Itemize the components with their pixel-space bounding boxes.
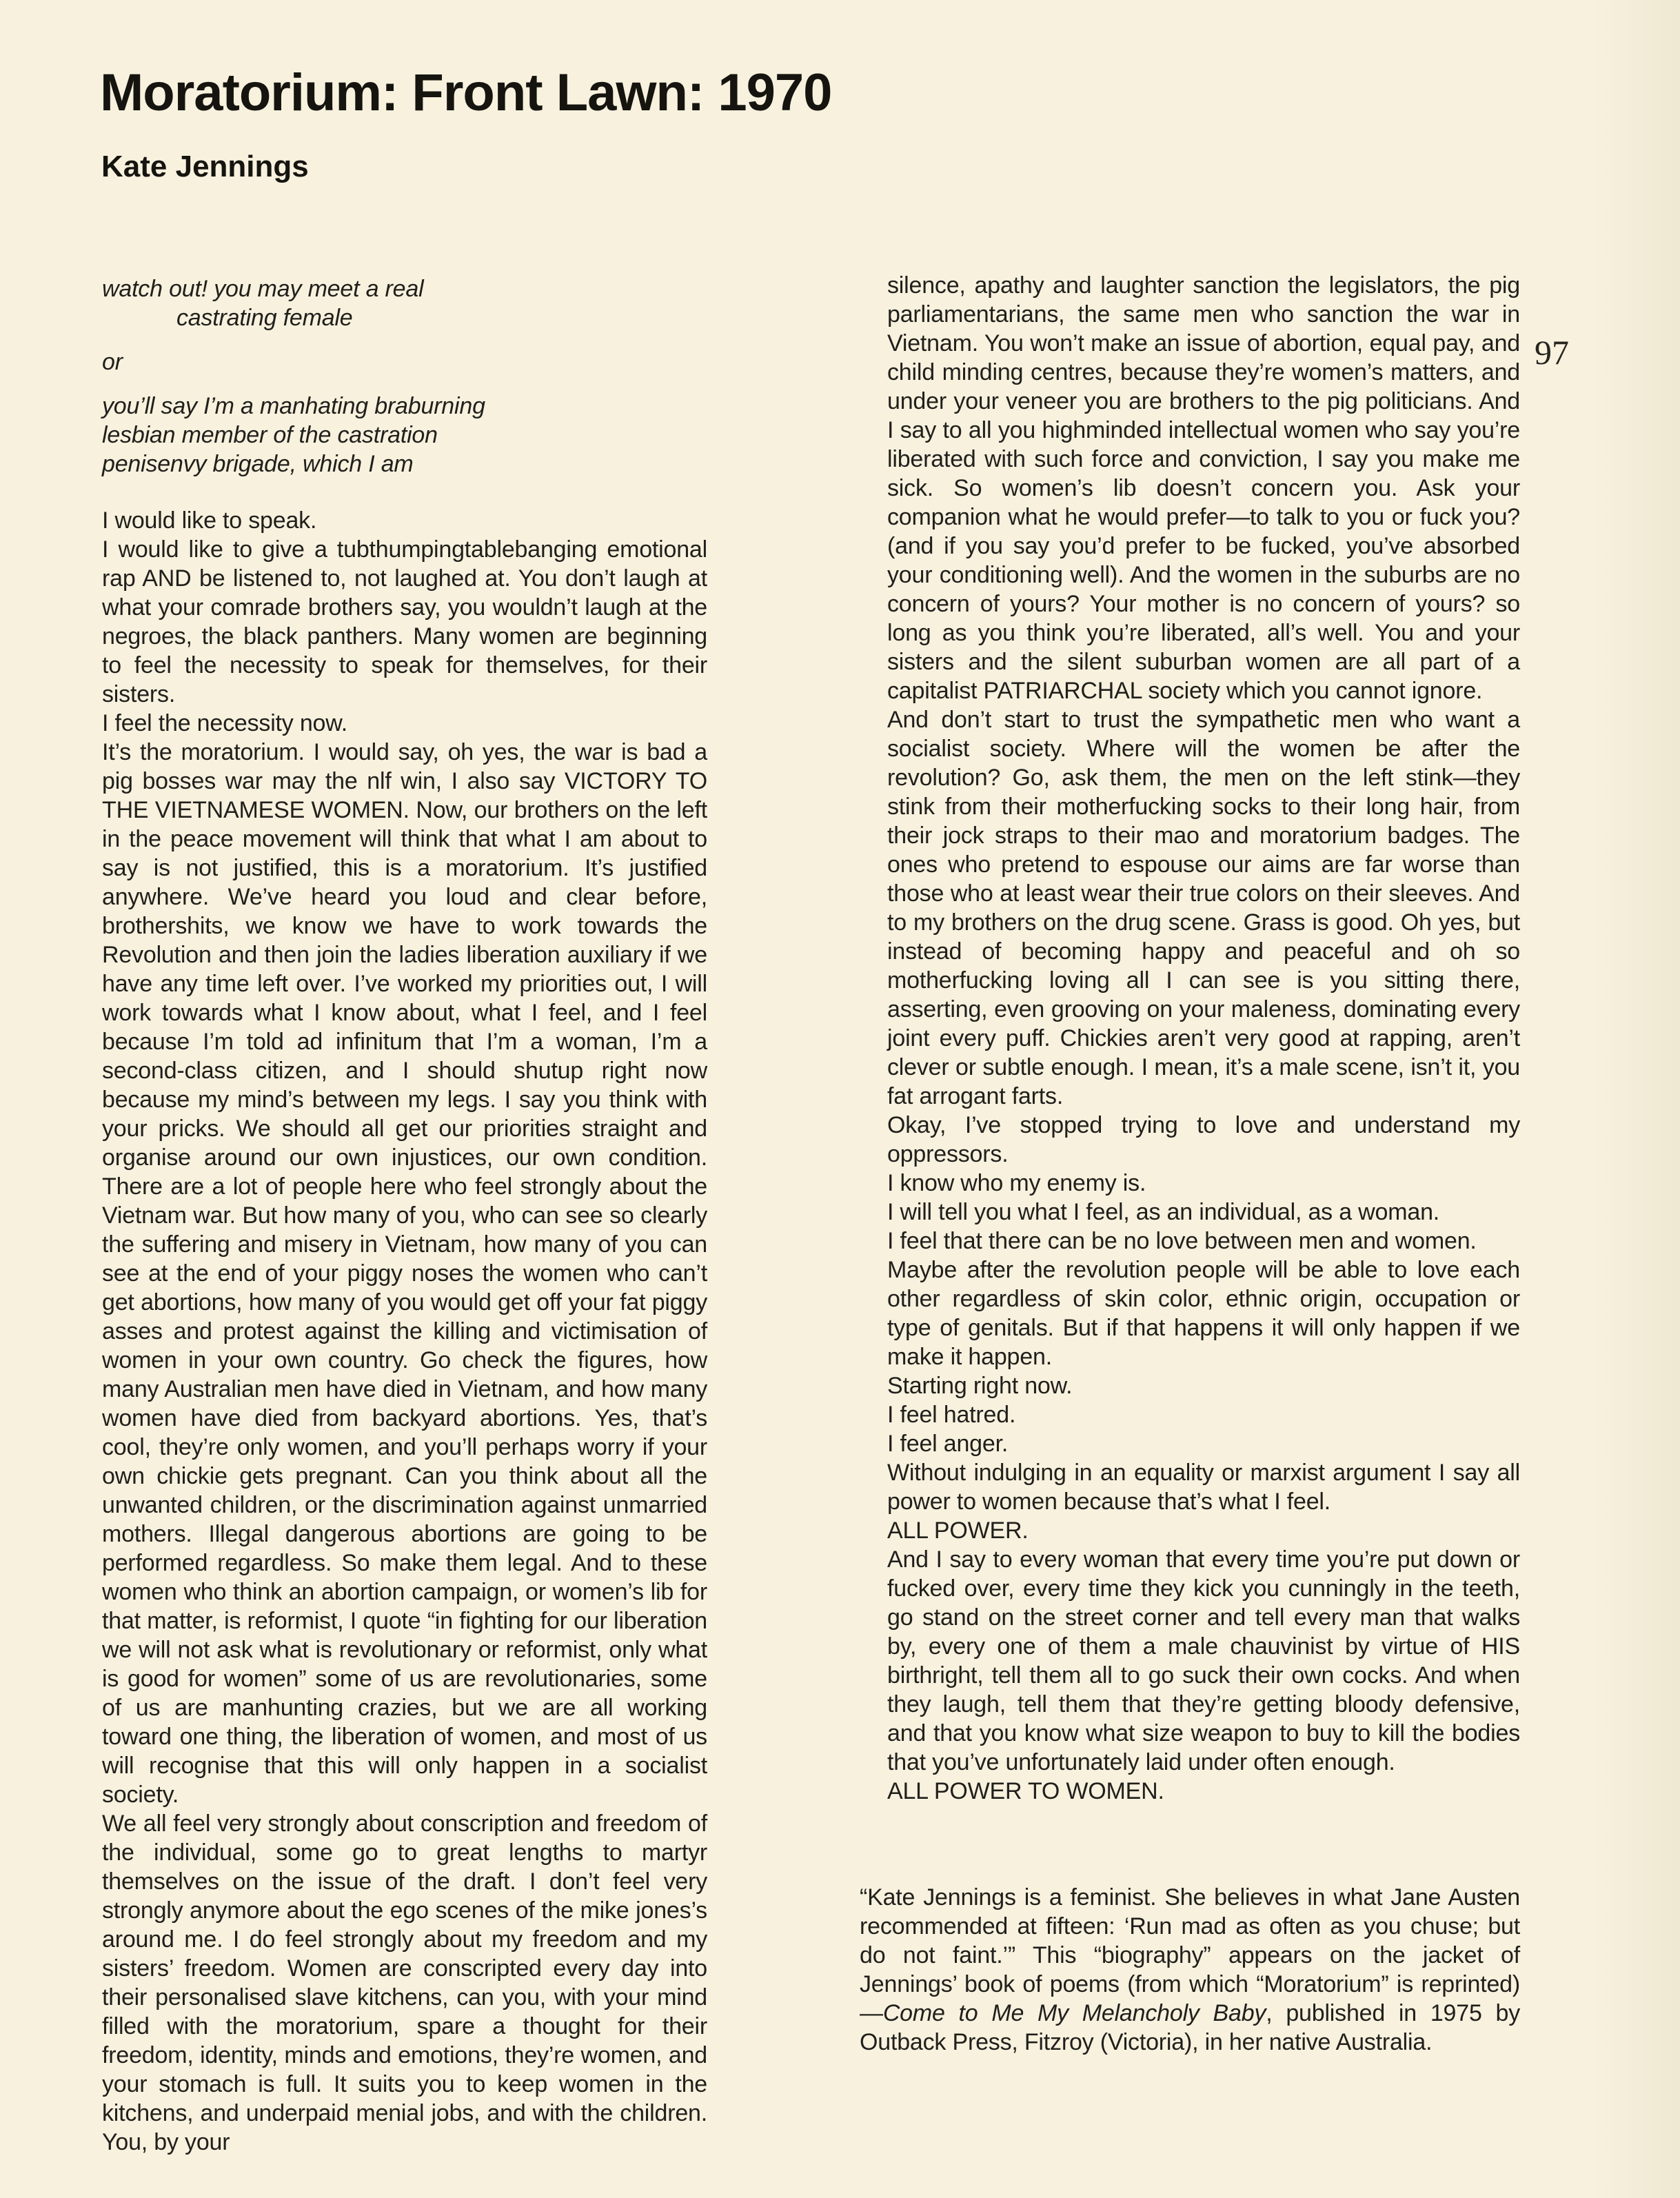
- paragraph: Okay, I’ve stopped trying to love and understand my oppressors.: [887, 1112, 1520, 1167]
- paragraph: ALL POWER TO WOMEN.: [887, 1778, 1164, 1804]
- paragraph: It’s the moratorium. I would say, oh yes, the war is bad a pig bosses war may the nlf win, I also say VICTORY TO THE VIETNAMESE WOMEN. Now, our brothers on the left in the peace movement will think that what I am about to say is not justified, this is a moratorium. It’s justified anywhere. We’ve heard you loud and clear before, brothershits, we know we have to work towards the Revolution and then join the ladies liberation auxiliary if we have any time left over. I’ve worked my priorities out, I will work towards what I know about, what I feel, and I feel because I’m told ad infinitum that I’m a woman, I’m a second-class citizen, and I should shutup right now because my mind’s between my legs. I say you think with your pricks. We should all get our priorities straight and organise around our own injustices, our own condition. There are a lot of people here who feel strongly about the Vietnam war. But how many of you, who can see so clearly the suffering and misery in Vietnam, how many of you can see at the end of your piggy noses the women who can’t get abortions, how many of you would get off your fat piggy asses and protest against the killing and victimisation of women in your own country. Go check the figures, how many Australian men have died in Vietnam, and how many women have died from backyard abortions. Yes, that’s cool, they’re only women, and you’ll perhaps worry if your own chickie gets pregnant. Can you think about all the unwanted children, or the discrimination against unmarried mothers. Illegal dangerous abortions are going to be performed regardless. So make them legal. And to these women who think an abortion campaign, or women’s lib for that matter, is reformist, I quote “in fighting for our liberation we will not ask what is revolutionary or reformist, only what is good for women” some of us are revolutionaries, some of us are manhunting crazies, but we are all working toward one thing, the liberation of women, and most of us will recognise that this will only happen in a socialist society.: [102, 739, 707, 1808]
- footnote: [860, 1883, 1520, 2057]
- left-column: [102, 274, 707, 2157]
- epigraph: [102, 274, 707, 478]
- epigraph-stanza-1: [102, 274, 707, 332]
- epigraph-line: penisenvy brigade, which I am: [102, 451, 414, 477]
- paragraph: I feel hatred.: [887, 1402, 1016, 1428]
- author-byline: Kate Jennings: [101, 149, 309, 183]
- paragraph: I would like to speak.: [102, 507, 317, 534]
- paragraph: silence, apathy and laughter sanction the legislators, the pig parliamentarians, the same men who sanction the war in Vietnam. You won’t make an issue of abortion, equal pay, and child minding centres, because they’re women’s matters, and under your veneer you are brothers to the pig politicians. And I say to all you highminded intellectual women who say you’re liberated with such force and conviction, I say you make me sick. So women’s lib doesn’t concern you. Ask your companion what he would prefer—to talk to you or fuck you? (and if you say you’d prefer to be fucked, you’ve absorbed your conditioning well). And the women in the suburbs are no concern of yours? Your mother is no concern of yours? so long as you think you’re liberated, all’s well. You and your sisters and the silent suburban women are all part of a capitalist PATRIARCHAL society which you cannot ignore.: [887, 272, 1520, 704]
- paragraph: I would like to give a tubthumpingtablebanging emotional rap AND be listened to, not laughed at. You don’t laugh at what your comrade brothers say, you wouldn’t laugh at the negroes, the black panthers. Many women are beginning to feel the necessity to speak for themselves, for their sisters.: [102, 536, 707, 707]
- paragraph: I will tell you what I feel, as an individual, as a woman.: [887, 1199, 1440, 1225]
- page-number: 97: [1535, 333, 1569, 372]
- paragraph: And I say to every woman that every time you’re put down or fucked over, every time they kick you cunningly in the teeth, go stand on the street corner and tell every man that walks by, every one of them a male chauvinist by virtue of HIS birthright, tell them all to go suck their own cocks. And when they laugh, tell them that they’re getting bloody defensive, and that you know what size weapon to buy to kill the bodies that you’ve unfortunately laid under often enough.: [887, 1546, 1520, 1775]
- footnote-book-title: Come to Me My Melancholy Baby: [882, 2000, 1266, 2026]
- epigraph-or: or: [102, 349, 123, 375]
- paragraph: I feel anger.: [887, 1431, 1009, 1457]
- left-column-body: [102, 506, 707, 2157]
- epigraph-line: you’ll say I’m a manhating braburning: [102, 393, 485, 419]
- paragraph: Starting right now.: [887, 1373, 1073, 1399]
- paragraph: Without indulging in an equality or marxist argument I say all power to women because that’s what I feel.: [887, 1460, 1520, 1515]
- paragraph: I know who my enemy is.: [887, 1170, 1146, 1196]
- paragraph: We all feel very strongly about conscription and freedom of the individual, some go to great lengths to martyr themselves on the issue of the draft. I don’t feel very strongly anymore about the ego scenes of the mike jones’s around me. I do feel strongly about my freedom and my sisters’ freedom. Women are conscripted every day into their personalised slave kitchens, can you, with your mind filled with the moratorium, spare a thought for their freedom, identity, minds and emotions, they’re women, and your stomach is full. It suits you to keep women in the kitchens, and underpaid menial jobs, and with the children. You, by your: [102, 1811, 707, 2155]
- epigraph-line-indented: castrating female: [176, 305, 353, 331]
- epigraph-line: lesbian member of the castration: [102, 422, 438, 448]
- footnote-text: , published in 1975 by Outback Press, Fitzroy (Victoria), in her native Australia.: [860, 2000, 1520, 2055]
- paragraph: I feel the necessity now.: [102, 710, 347, 736]
- paragraph: Maybe after the revolution people will be able to love each other regardless of skin color, ethnic origin, occupation or type of genitals. But if that happens it will only happen if we make it happen.: [887, 1257, 1520, 1370]
- footnote-text: “Kate Jennings is a feminist. She believes in what Jane Austen recommended at fifteen: ‘Run mad as often as you chuse; but do not faint.’” This “biography” appears on the jacket of Jennings’ book of poems (from which “Moratorium” is reprinted)—: [860, 1884, 1520, 2026]
- page-title: Moratorium: Front Lawn: 1970: [100, 63, 832, 122]
- right-column: [860, 271, 1520, 2057]
- paragraph: And don’t start to trust the sympathetic men who want a socialist society. Where will the women be after the revolution? Go, ask them, the men on the left stink—they stink from their motherfucking socks to their long hair, from their jock straps to their mao and moratorium badges. The ones who pretend to espouse our aims are far worse than those who at least wear their true colors on their sleeves. And to my brothers on the drug scene. Grass is good. Oh yes, but instead of becoming happy and peaceful and oh so motherfucking loving all I can see is you sitting there, asserting, even grooving on your maleness, dominating every joint every puff. Chickies aren’t very good at rapping, aren’t clever or subtle enough. I mean, it’s a male scene, isn’t it, you fat arrogant farts.: [887, 707, 1520, 1109]
- paragraph: ALL POWER.: [887, 1518, 1029, 1544]
- right-column-body: [887, 271, 1520, 1806]
- epigraph-stanza-2: [102, 392, 707, 478]
- paragraph: I feel that there can be no love between men and women.: [887, 1228, 1477, 1254]
- epigraph-line: watch out! you may meet a real: [102, 276, 424, 302]
